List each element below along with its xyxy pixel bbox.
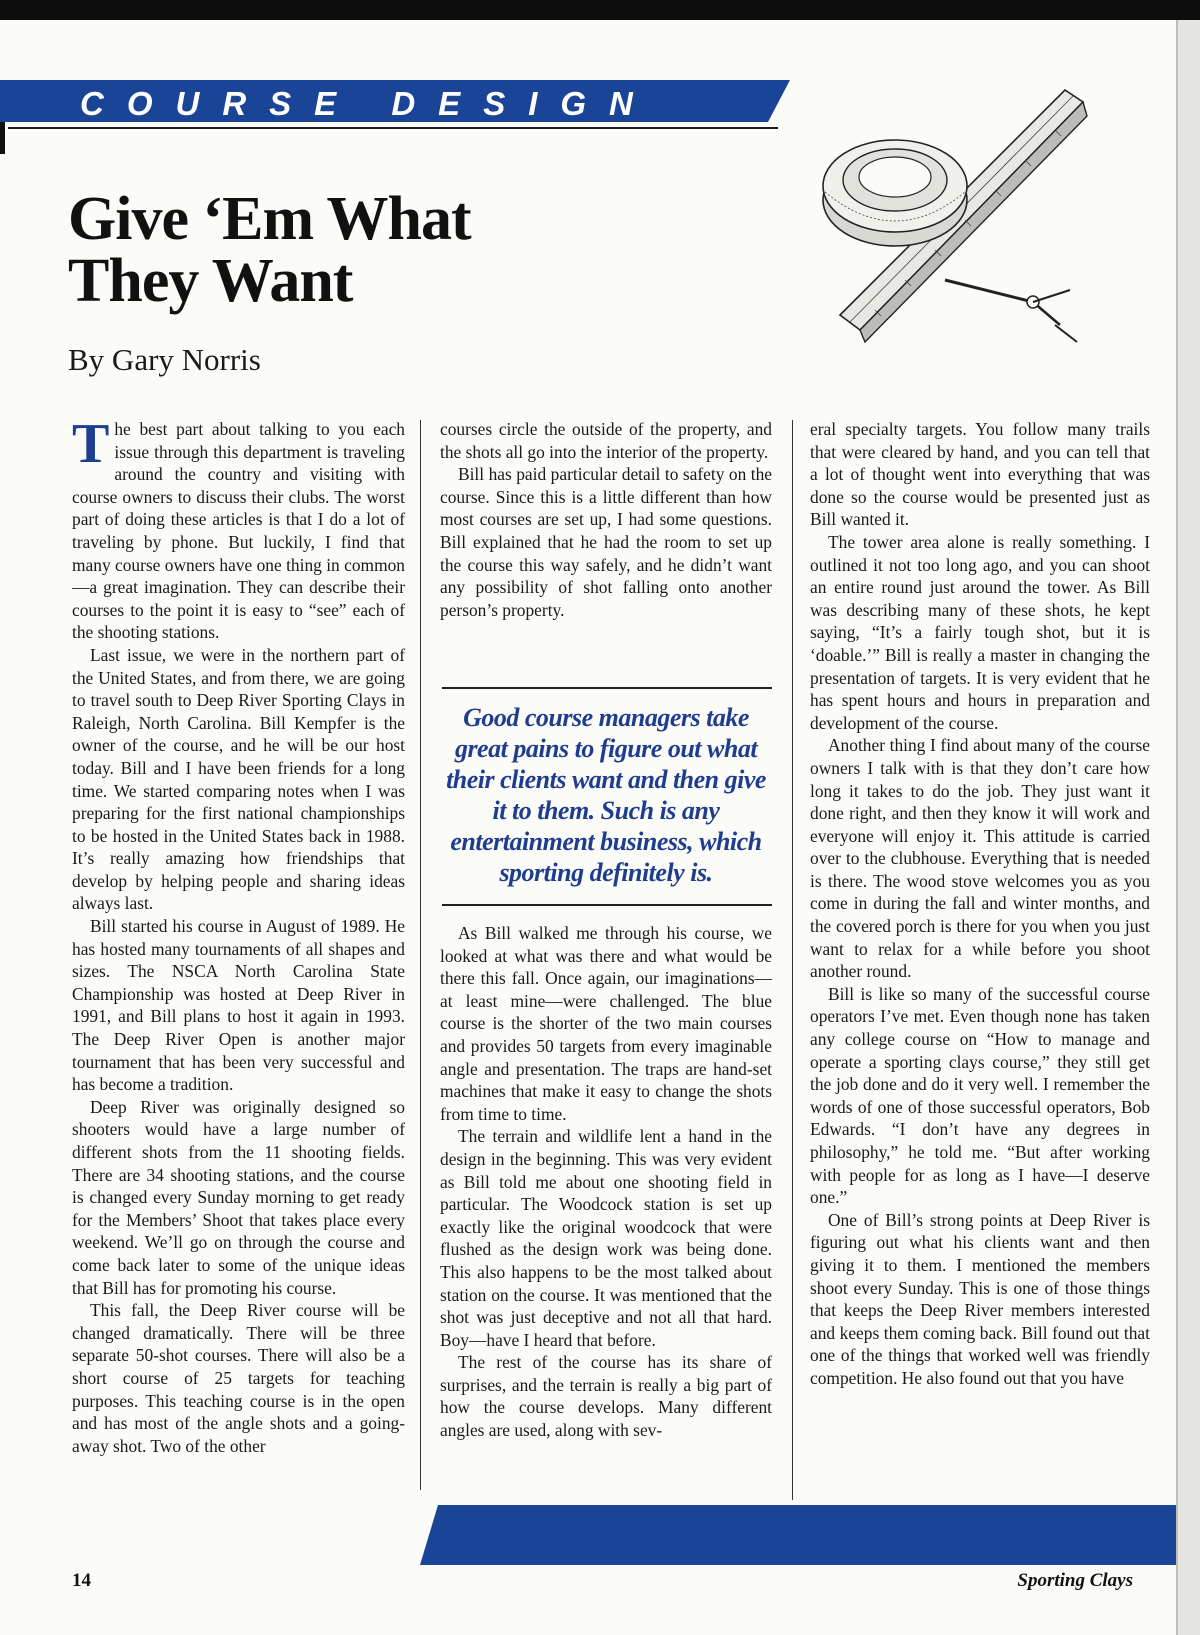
article-column-2-continued bbox=[440, 922, 772, 1442]
paragraph-text: he best part about talking to you each issue through this department is traveling around the country and visiting with course owners to discuss their clubs. The worst part of doing these articles is that I do a lot of traveling by phone. But luckily, I find that many course owners have one thing in common—a great imagination. They can describe their courses to the point it is easy to “see” each of the shooting stations. bbox=[72, 419, 405, 643]
pullquote-rule-bottom bbox=[442, 904, 772, 906]
article-paragraph: eral specialty targets. You follow many trails that were cleared by hand, and you can tell that a lot of thought went into everything that was done so the course would be presented just as Bill wanted it. bbox=[810, 419, 1150, 530]
article-column-2 bbox=[440, 418, 772, 621]
compass-illustration bbox=[945, 280, 1077, 342]
article-paragraph: One of Bill’s strong points at Deep River is figuring out what his clients want and then giving it to them. I mentioned the members shoot every Sunday. This is one of those things that keeps the Deep River members interested and keeps them coming back. Bill found out that one of the things that worked well was friendly competition. He also found out that you have bbox=[810, 1209, 1150, 1388]
footer-banner bbox=[420, 1505, 1185, 1565]
drop-cap: T bbox=[72, 413, 110, 475]
clay-target-ruler-compass-illustration bbox=[815, 80, 1130, 380]
article-paragraph: The terrain and wildlife lent a hand in the design in the beginning. This was very evident as Bill told me about one shooting field in particular. The Woodcock station is set up exactly like the original woodcock that were flushed as the design work was being done. This also happens to be the most talked about station on the course. It was mentioned that the shot was just deceptive and not all that hard. Boy—have I heard that before. bbox=[440, 1126, 772, 1350]
clay-target-illustration bbox=[823, 140, 967, 246]
article-byline: By Gary Norris bbox=[68, 342, 261, 377]
article-paragraph: As Bill walked me through his course, we looked at what was there and what would be there this fall. Once again, our imaginations—at least mine—were challenged. The blue course is the shorter of the two main courses and provides 50 targets from every imaginable angle and presentation. The traps are hand-set machines that make it easy to change the shots from time to time. bbox=[440, 923, 772, 1124]
magazine-page bbox=[0, 20, 1185, 1635]
article-paragraph: Bill is like so many of the successful course operators I’ve met. Even though none has taken any college course on “How to manage and operate a sporting clays course,” they still get the job done and do it very well. I remember the words of one of those successful operators, Bob Edwards. “I don’t have any degrees in philosophy,” he told me. “But after working with people for as long as I have—I deserve one.” bbox=[810, 983, 1150, 1208]
page-edge bbox=[1176, 20, 1200, 1635]
banner-rule bbox=[8, 127, 778, 129]
article-paragraph: courses circle the outside of the property, and the shots all go into the interior of the property. bbox=[440, 419, 772, 462]
article-paragraph: Bill has paid particular detail to safety on the course. Since this is a little different than how most courses are set up, I had some questions. Bill explained that he had the room to set up the course this way safely, and he didn’t want any possibility of shot falling onto another person’s property. bbox=[440, 464, 772, 620]
article-paragraph: Bill started his course in August of 1989. He has hosted many tournaments of all shapes and sizes. The NSCA North Carolina State Championship was hosted at Deep River in 1991, and Bill plans to host it again in 1993. The Deep River Open is another major tournament that has been very successful and has become a tradition. bbox=[72, 916, 405, 1095]
column-divider bbox=[792, 420, 793, 1500]
page-number: 14 bbox=[72, 1570, 91, 1591]
article-column-1 bbox=[72, 413, 405, 1457]
article-headline: Give ‘Em What They Want bbox=[68, 185, 471, 315]
department-label: COURSE DESIGN bbox=[80, 85, 656, 122]
article-paragraph: Last issue, we were in the northern part of the United States, and from there, we are going to travel south to Deep River Sporting Clays in Raleigh, North Carolina. Bill Kempfer is the owner of the course, and he will be our host today. Bill and I have been friends for a long time. We started comparing notes when I was preparing for the first national championships to be hosted in the United States back in 1988. It’s really amazing how friendships that develop by helping people and sharing ideas always last. bbox=[72, 644, 405, 914]
publication-name: Sporting Clays bbox=[1017, 1570, 1133, 1591]
pullquote: Good course managers take great pains to figure out what their clients want and then give it to them. Such is any entertainment business, which sporting definitely is. bbox=[446, 703, 766, 887]
article-paragraph: Deep River was originally designed so shooters would have a large number of different shots from the 11 shooting fields. There are 34 shooting stations, and the course is changed every Sunday morning to get ready for the Members’ Shoot that takes place every weekend. We’ll go on through the course and come back later to some of the unique ideas that Bill has for promoting his course. bbox=[72, 1096, 405, 1298]
column-divider bbox=[420, 420, 421, 1490]
article-paragraph bbox=[72, 413, 405, 644]
pullquote-rule-top bbox=[442, 687, 772, 689]
article-paragraph: Another thing I find about many of the course owners I talk with is that they don’t care how long it takes to do the job. They just want it done right, and then they know it will work and everyone will enjoy it. This attitude is carried over to the clubhouse. Everything that is needed is there. The wood stove welcomes you as you come in during the fall and winter months, and the covered porch is there for you when you just want to relax for a while before you shoot another round. bbox=[810, 735, 1150, 982]
article-column-3 bbox=[810, 418, 1150, 1390]
article-paragraph: The tower area alone is really something. I outlined it not too long ago, and you can shoot an entire round just around the tower. As Bill was describing many of these shots, he kept saying, “It’s a fairly tough shot, but it is ‘doable.’” Bill is really a master in changing the presentation of targets. It is very evident that he has spent hours and hours in preparation and development of the course. bbox=[810, 531, 1150, 733]
article-paragraph: The rest of the course has its share of surprises, and the terrain is really a big part of how the course develops. Many different angles are used, along with sev- bbox=[440, 1352, 772, 1441]
article-paragraph: This fall, the Deep River course will be changed dramatically. There will be three separate 50-shot courses. There will also be a short course of 25 targets for teaching purposes. This teaching course is in the open and has most of the angle shots and a going-away shot. Two of the other bbox=[72, 1300, 405, 1456]
